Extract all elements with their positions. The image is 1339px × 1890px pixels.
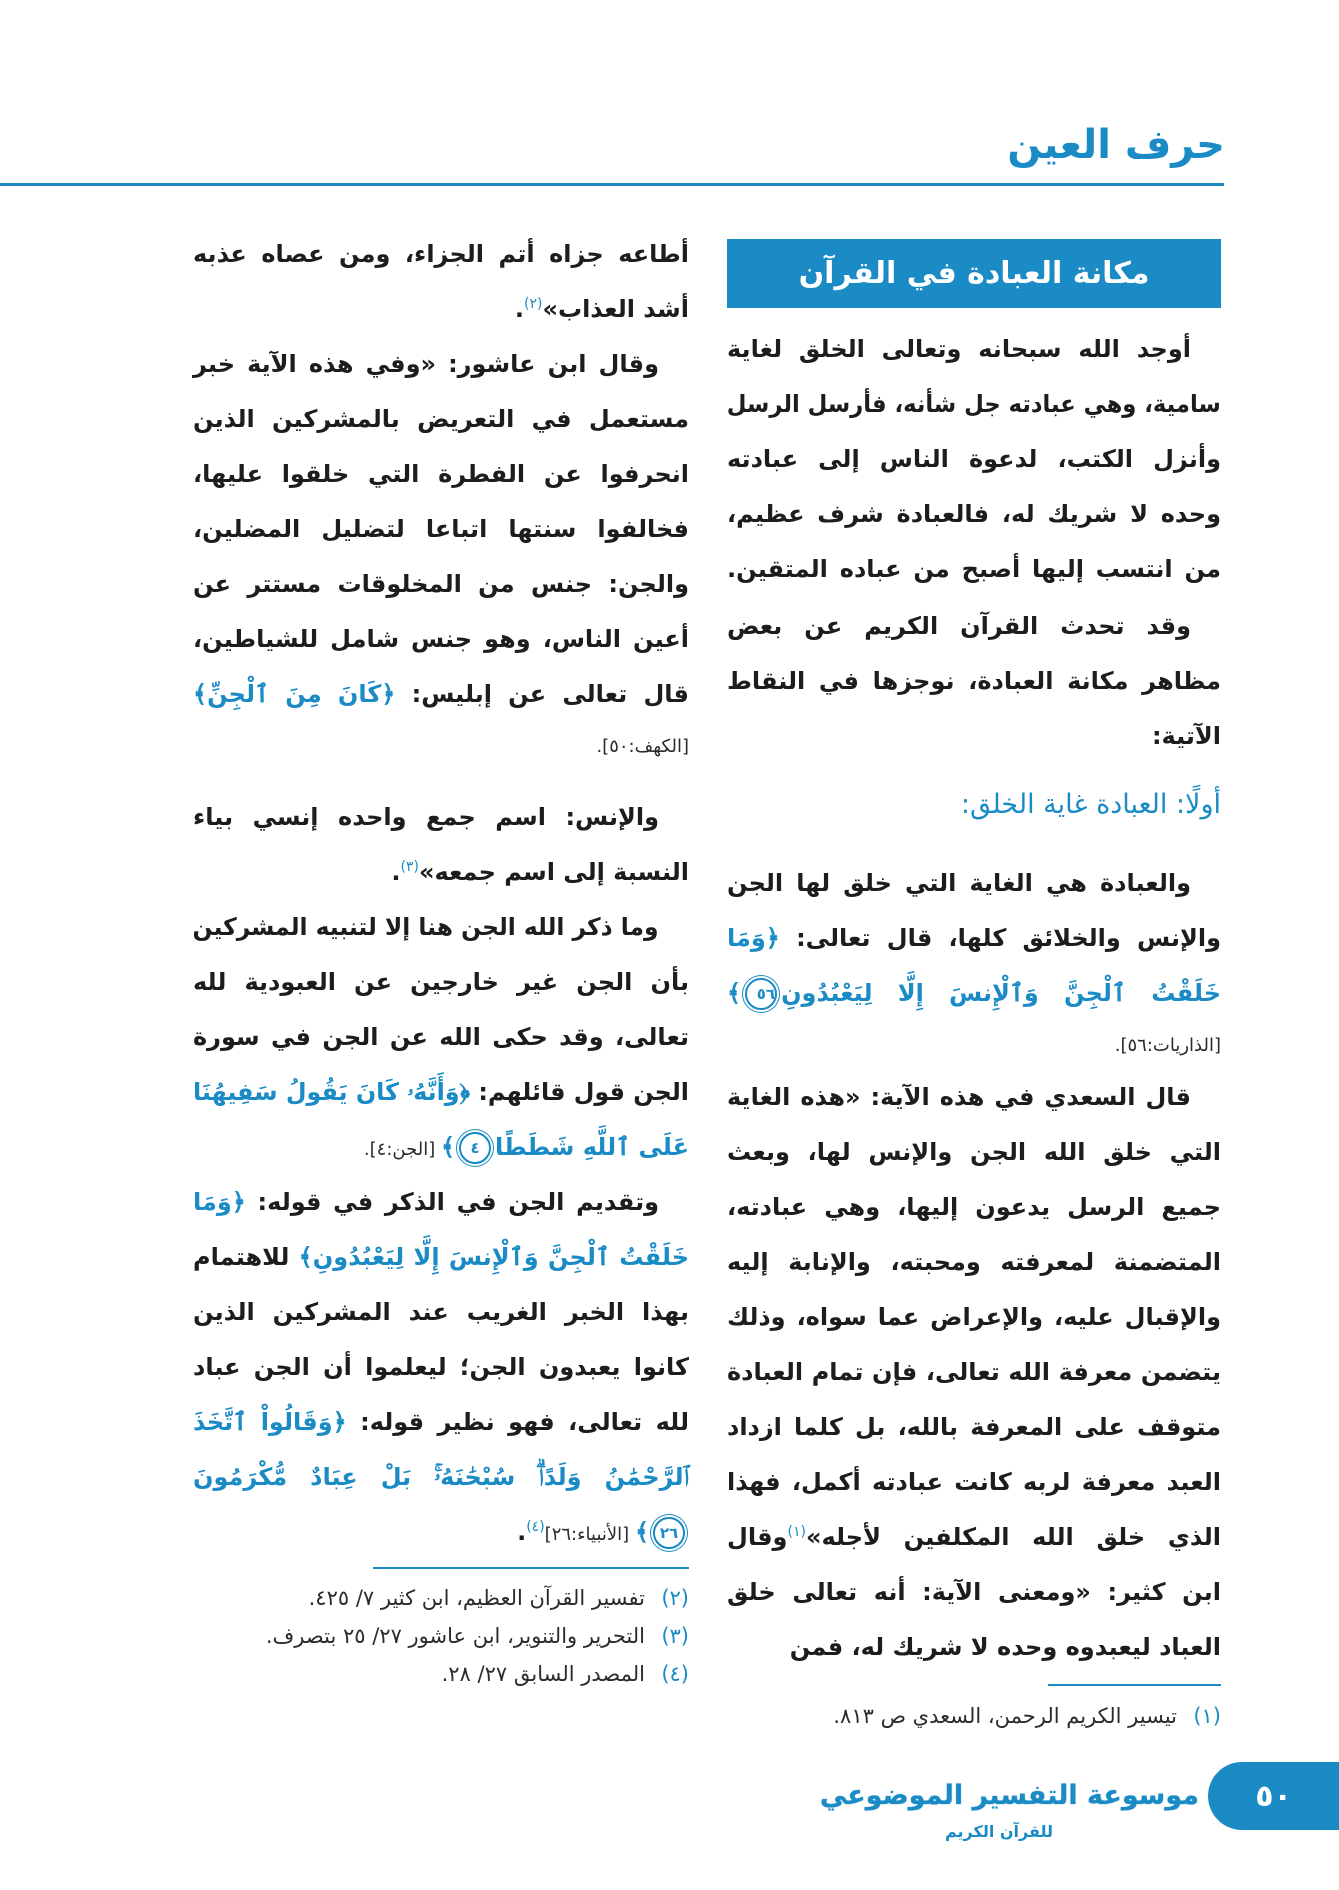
- body-text: النسبة إلى اسم جمعه»: [418, 858, 689, 886]
- footnote-text: التحرير والتنوير، ابن عاشور ٢٧/ ٢٥ بتصرف.: [265, 1624, 645, 1648]
- text-line: [727, 432, 1221, 487]
- footnote-ref: (٢): [523, 296, 543, 312]
- ayah-number: ٢٦: [653, 1517, 685, 1549]
- footnote: [193, 1656, 689, 1692]
- body-text: .: [514, 295, 524, 323]
- text-line: [193, 1340, 689, 1395]
- footnote-number: (٤): [661, 1662, 689, 1686]
- body-text: العبد معرفة لربه كانت عبادته أكمل، فهذا: [727, 1468, 1221, 1496]
- citation: [الذاريات:٥٦].: [1114, 1035, 1221, 1056]
- body-text: للاهتمام: [193, 1243, 299, 1271]
- citation: [الأنبياء:٢٦]: [544, 1524, 635, 1545]
- body-text: سامية، وهي عبادته جل شأنه، فأرسل الرسل: [727, 390, 1221, 418]
- paragraph: [727, 599, 1221, 764]
- body-text: مظاهر مكانة العبادة، نوجزها في النقاط: [727, 667, 1221, 695]
- text-line: [193, 1450, 689, 1505]
- body-text: المتضمنة لمعرفته ومحبته، والإنابة إليه: [727, 1248, 1221, 1276]
- text-line: [193, 612, 689, 667]
- right-column: [727, 322, 1221, 1675]
- text-line: [193, 227, 689, 282]
- footnote: [727, 1698, 1221, 1734]
- text-line: [727, 856, 1221, 911]
- right-footnotes: [727, 1698, 1221, 1736]
- body-text: أوجد الله سبحانه وتعالى الخلق لغاية: [727, 335, 1191, 363]
- quran-text: ﴾: [634, 1518, 649, 1546]
- footnote: [193, 1580, 689, 1616]
- citation: [الكهف:٥٠].: [596, 736, 689, 757]
- encyclopedia-logo: [819, 1772, 1199, 1864]
- paragraph: [727, 322, 1221, 597]
- body-text: والجن: جنس من المخلوقات مستتر عن: [193, 570, 689, 598]
- text-line: [727, 1021, 1221, 1065]
- body-text: وتقديم الجن في الذكر في قوله:: [245, 1188, 659, 1216]
- body-text: التي خلق الله الجن والإنس لها، وبعث: [727, 1138, 1221, 1166]
- quran-text: ﴾: [727, 979, 742, 1007]
- text-line: [193, 1505, 689, 1560]
- body-text: لله تعالى، فهو نظير قوله:: [346, 1408, 689, 1436]
- text-line: [727, 911, 1221, 966]
- body-text: بأن الجن غير خارجين عن العبودية لله: [193, 968, 689, 996]
- body-text: متوقف على المعرفة بالله، بل كلما ازداد: [727, 1413, 1221, 1441]
- quran-text: ﴿وَمَا: [193, 1188, 246, 1216]
- text-line: [193, 845, 689, 900]
- quran-text: عَلَى ٱللَّهِ شَطَطًا: [495, 1133, 689, 1161]
- text-line: [727, 1345, 1221, 1400]
- footnote-ref: (١): [787, 1524, 806, 1540]
- body-text: والإنس والخلائق كلها، قال تعالى:: [779, 924, 1221, 952]
- body-text: .: [517, 1518, 527, 1546]
- body-text: وقال: [727, 1523, 788, 1551]
- paragraph: [193, 900, 689, 1175]
- body-text: أعين الناس، وهو جنس شامل للشياطين،: [193, 625, 689, 653]
- body-text: وما ذكر الله الجن هنا إلا لتنبيه المشركين: [192, 913, 659, 941]
- footnote-text: تفسير القرآن العظيم، ابن كثير ٧/ ٤٢٥.: [308, 1586, 645, 1610]
- text-line: [727, 1290, 1221, 1345]
- text-line: [727, 1620, 1221, 1675]
- paragraph: [727, 856, 1221, 1065]
- text-line: [193, 1230, 689, 1285]
- footnote: [193, 1618, 689, 1654]
- header-divider: [0, 183, 1224, 186]
- body-text: والعبادة هي الغاية التي خلق لها الجن: [727, 869, 1191, 897]
- text-line: [193, 1010, 689, 1065]
- footnote-text: تيسير الكريم الرحمن، السعدي ص ٨١٣.: [833, 1704, 1177, 1728]
- paragraph: [727, 1070, 1221, 1675]
- body-text: .: [391, 858, 401, 886]
- text-line: [193, 722, 689, 766]
- text-line: [193, 955, 689, 1010]
- body-text: جميع الرسل يدعون إليها، وهي عبادته،: [727, 1193, 1221, 1221]
- quran-text: ﴿كَانَ مِنَ ٱلْجِنِّ﴾: [193, 680, 396, 708]
- left-column: [193, 227, 689, 1560]
- text-line: [727, 1510, 1221, 1565]
- body-text: قال السعدي في هذه الآية: «هذه الغاية: [727, 1083, 1191, 1111]
- footnote-divider: [373, 1567, 689, 1569]
- body-text: فخالفوا سنتها اتباعا لتضليل المضلين،: [193, 515, 689, 543]
- text-line: [193, 1120, 689, 1175]
- quran-text: خَلَقْتُ ٱلْجِنَّ وَٱلْإِنسَ إِلَّا لِيَعْبُدُونِ﴾: [298, 1243, 690, 1271]
- body-text: يتضمن معرفة الله تعالى، فإن تمام العبادة: [727, 1358, 1221, 1386]
- text-line: [193, 337, 689, 392]
- text-line: [193, 557, 689, 612]
- text-line: [193, 667, 689, 722]
- text-line: [727, 1400, 1221, 1455]
- ayah-number: ٤: [459, 1132, 491, 1164]
- section-heading-text: مكانة العبادة في القرآن: [798, 256, 1150, 291]
- text-line: [727, 654, 1221, 709]
- text-line: [727, 487, 1221, 542]
- text-line: [193, 1175, 689, 1230]
- body-text: الجن قول قائلهم:: [470, 1078, 689, 1106]
- body-text: انحرفوا عن الفطرة التي خلقوا عليها،: [193, 460, 689, 488]
- quran-text: ﴾: [440, 1133, 456, 1161]
- text-line: [193, 392, 689, 447]
- body-text: من انتسب إليها أصبح من عباده المتقين.: [727, 555, 1221, 583]
- text-line: [727, 1070, 1221, 1125]
- footnote-number: (٢): [661, 1586, 689, 1610]
- body-text: والإنس: اسم جمع واحده إنسي بياء: [193, 803, 659, 831]
- body-text: أطاعه جزاه أتم الجزاء، ومن عصاه عذبه: [193, 240, 689, 268]
- text-line: [727, 542, 1221, 597]
- body-text: وقال ابن عاشور: «وفي هذه الآية خبر: [193, 350, 659, 378]
- body-text: بهذا الخبر الغريب عند المشركين الذين: [193, 1298, 689, 1326]
- paragraph: [193, 337, 689, 766]
- logo-subtitle: للقرآن الكريم: [945, 1822, 1054, 1841]
- body-text: والإقبال عليه، والإعراض عما سواه، وذلك: [727, 1303, 1221, 1331]
- text-line: [727, 1235, 1221, 1290]
- paragraph: [193, 227, 689, 337]
- body-text: قال تعالى عن إبليس:: [395, 680, 690, 708]
- page-number-badge: [1208, 1762, 1339, 1830]
- footnote-text: المصدر السابق ٢٧/ ٢٨.: [441, 1662, 645, 1686]
- body-text: وحده لا شريك له، فالعبادة شرف عظيم،: [727, 500, 1221, 528]
- text-line: [727, 599, 1221, 654]
- text-line: [727, 1180, 1221, 1235]
- footnote-divider: [1048, 1684, 1221, 1686]
- text-line: [193, 447, 689, 502]
- body-text: أشد العذاب»: [542, 295, 689, 323]
- quran-text: ﴿وَقَالُواْ ٱتَّخَذَ: [193, 1408, 347, 1436]
- text-line: [727, 377, 1221, 432]
- text-line: [193, 1065, 689, 1120]
- body-text: مستعمل في التعريض بالمشركين الذين: [193, 405, 689, 433]
- logo-title: موسوعة التفسير الموضوعي: [819, 1780, 1199, 1811]
- body-text: وقد تحدث القرآن الكريم عن بعض: [727, 612, 1191, 640]
- body-text: تعالى، وقد حكى الله عن الجن في سورة: [193, 1023, 689, 1051]
- section-subheading: أولًا: العبادة غاية الخلق:: [960, 789, 1221, 820]
- page-number: ٥٠: [1255, 1778, 1292, 1814]
- body-text: الذي خلق الله المكلفين لأجله»: [805, 1523, 1221, 1551]
- body-text: العباد ليعبدوه وحده لا شريك له، فمن: [789, 1633, 1221, 1661]
- footnote-number: (١): [1193, 1704, 1221, 1728]
- footnote-number: (٣): [661, 1624, 689, 1648]
- quran-text: ﴿وَأَنَّهُۥ كَانَ يَقُولُ سَفِيهُنَا: [193, 1078, 471, 1106]
- text-line: [193, 1395, 689, 1450]
- quran-text: ﴿وَمَا: [727, 924, 780, 952]
- left-footnotes: [193, 1580, 689, 1694]
- text-line: [193, 502, 689, 557]
- text-line: [193, 282, 689, 337]
- section-heading: [727, 239, 1221, 308]
- text-line: [193, 900, 689, 955]
- text-line: [727, 1455, 1221, 1510]
- quran-text: خَلَقْتُ ٱلْجِنَّ وَٱلْإِنسَ إِلَّا لِيَعْبُدُونِ: [781, 979, 1221, 1007]
- paragraph: [193, 790, 689, 900]
- citation: [الجن:٤].: [363, 1139, 441, 1160]
- body-text: كانوا يعبدون الجن؛ ليعلموا أن الجن عباد: [193, 1353, 689, 1381]
- chapter-title: حرف العين: [1007, 122, 1225, 168]
- text-line: [727, 322, 1221, 377]
- footnote-ref: (٣): [400, 859, 419, 875]
- text-line: [727, 966, 1221, 1021]
- paragraph: [193, 1175, 689, 1560]
- text-line: [727, 1125, 1221, 1180]
- text-line: [727, 1565, 1221, 1620]
- body-text: ابن كثير: «ومعنى الآية: أنه تعالى خلق: [727, 1578, 1221, 1606]
- text-line: [727, 709, 1221, 764]
- body-text: وأنزل الكتب، لدعوة الناس إلى عبادته: [727, 445, 1221, 473]
- text-line: [193, 1285, 689, 1340]
- text-line: [193, 790, 689, 845]
- ayah-number: ٥٦: [745, 978, 777, 1010]
- quran-text: ٱلرَّحْمَٰنُ وَلَدًاۗ سُبْحَٰنَهُۥۚ بَلْ عِبَادٌ مُّكْرَمُونَ: [193, 1463, 689, 1491]
- footnote-ref: (٤): [526, 1519, 545, 1535]
- body-text: الآتية:: [1151, 722, 1221, 750]
